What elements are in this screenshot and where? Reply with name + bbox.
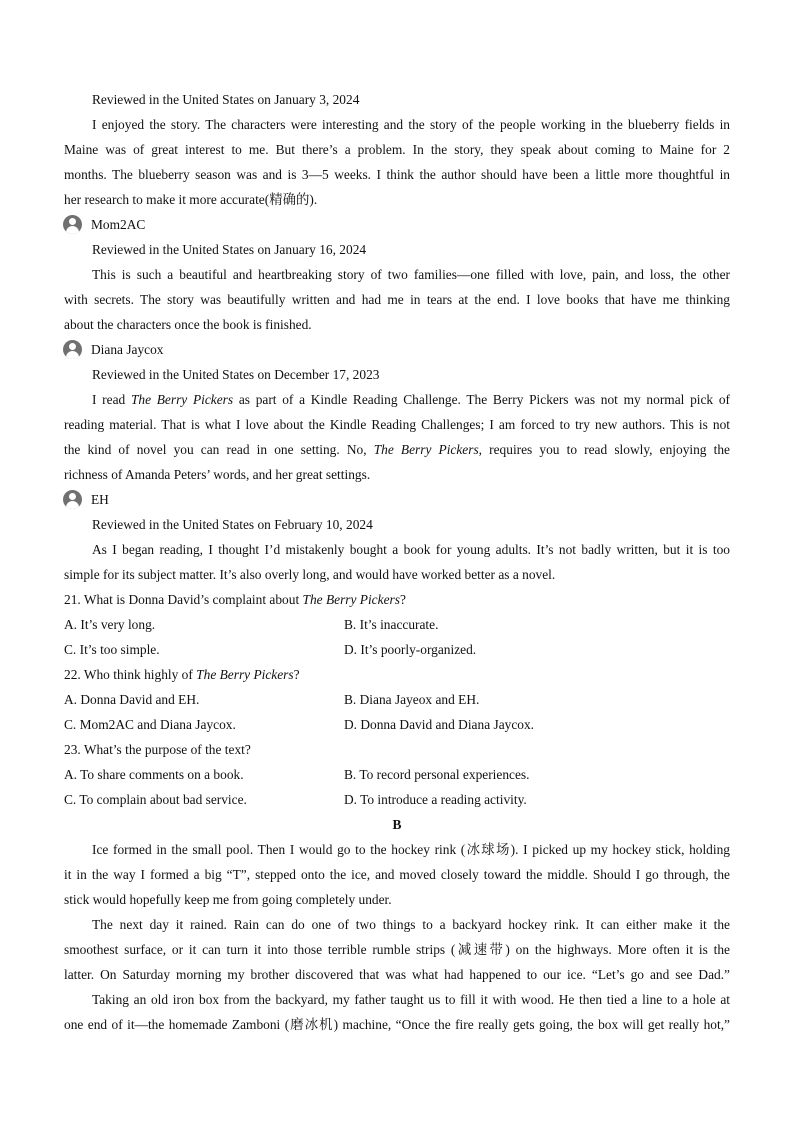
text-segment: the kind of novel you can read in one setting. No, bbox=[64, 442, 374, 457]
option-c: C. It’s too simple. bbox=[64, 642, 160, 657]
review-text-line bbox=[64, 387, 730, 412]
review-text-line: with secrets. The story was beautifully written and had me in tears at the end. I love books that have me thinking bbox=[64, 292, 730, 307]
option-d: D. To introduce a reading activity. bbox=[344, 792, 527, 807]
paragraph bbox=[64, 987, 730, 1037]
paragraph-line: Taking an old iron box from the backyard, my father taught us to fill it with wood. He then tied a line to a hole at bbox=[92, 992, 730, 1007]
text-segment: , requires you to read slowly, enjoying the bbox=[478, 442, 730, 457]
review-text-line: months. The blueberry season was and is 3—5 weeks. I think the author should have been a little more thoughtful in bbox=[64, 167, 730, 182]
question-stem bbox=[64, 587, 730, 612]
paragraph-line: one end of it—the homemade Zamboni (磨冰机) machine, “Once the fire really gets going, the box will get really hot,” bbox=[64, 1017, 730, 1032]
reviewer-name: Diana Jaycox bbox=[91, 342, 164, 357]
review-meta: Reviewed in the United States on February 10, 2024 bbox=[92, 517, 373, 532]
text-segment: I read bbox=[92, 392, 131, 407]
review-text-line: This is such a beautiful and heartbreaking story of two families—one filled with love, pain, and loss, the other bbox=[92, 267, 730, 282]
option-c: C. To complain about bad service. bbox=[64, 792, 247, 807]
paragraph bbox=[64, 837, 730, 912]
option-d: D. Donna David and Diana Jaycox. bbox=[344, 717, 535, 732]
option-c: C. Mom2AC and Diana Jaycox. bbox=[64, 717, 236, 732]
review-text-line: I enjoyed the story. The characters were interesting and the story of the people working in the blueberry fields in bbox=[92, 117, 730, 132]
option-a: A. To share comments on a book. bbox=[64, 767, 244, 782]
reviewer-name: EH bbox=[91, 492, 109, 507]
paragraph-line: Ice formed in the small pool. Then I would go to the hockey rink (冰球场). I picked up my hockey stick, holding bbox=[92, 842, 730, 857]
text-segment: ? bbox=[293, 667, 300, 682]
section-heading: B bbox=[392, 817, 402, 832]
paragraph-line: stick would hopefully keep me from going completely under. bbox=[64, 892, 392, 907]
option-a: A. Donna David and EH. bbox=[64, 692, 200, 707]
text-segment: 22. Who think highly of bbox=[64, 667, 197, 682]
option-a: A. It’s very long. bbox=[64, 617, 156, 632]
review-eh bbox=[64, 487, 730, 587]
option-b: B. It’s inaccurate. bbox=[344, 617, 439, 632]
option-row bbox=[64, 637, 730, 662]
option-d: D. It’s poorly-organized. bbox=[344, 642, 477, 657]
person-avatar-icon bbox=[63, 490, 82, 509]
option-row bbox=[64, 687, 730, 712]
option-b: B. To record personal experiences. bbox=[344, 767, 530, 782]
option-row bbox=[64, 762, 730, 787]
question-stem: 23. What’s the purpose of the text? bbox=[64, 742, 251, 757]
person-avatar-icon bbox=[63, 215, 82, 234]
section-b bbox=[64, 812, 730, 1037]
option-row bbox=[64, 612, 730, 637]
text-segment: as part of a Kindle Reading Challenge. The Berry Pickers was not my normal pick of bbox=[233, 392, 730, 407]
book-title: The Berry Pickers bbox=[373, 442, 479, 457]
book-title: The Berry Pickers bbox=[302, 592, 400, 607]
question-23 bbox=[64, 737, 730, 812]
review-meta: Reviewed in the United States on December 17, 2023 bbox=[92, 367, 380, 382]
review-diana-jaycox bbox=[64, 337, 730, 487]
option-b: B. Diana Jayeox and EH. bbox=[344, 692, 480, 707]
question-21 bbox=[64, 587, 730, 662]
paragraph-line: The next day it rained. Rain can do one of two things to a backyard hockey rink. It can either make it the bbox=[92, 917, 730, 932]
review-meta: Reviewed in the United States on January 16, 2024 bbox=[92, 242, 367, 257]
book-title: The Berry Pickers bbox=[130, 392, 234, 407]
question-22 bbox=[64, 662, 730, 737]
paragraph bbox=[64, 912, 730, 987]
review-text-line: simple for its subject matter. It’s also overly long, and would have worked better as a novel. bbox=[64, 567, 556, 582]
text-segment: ? bbox=[399, 592, 406, 607]
review-mom2ac bbox=[64, 212, 730, 337]
question-stem bbox=[64, 662, 730, 687]
option-row bbox=[64, 787, 730, 812]
review-text-line: Maine was of great interest to me. But there’s a problem. In the story, they speak about coming to Maine for 2 bbox=[64, 142, 730, 157]
reviewer-row bbox=[63, 337, 730, 362]
book-title: The Berry Pickers bbox=[196, 667, 294, 682]
reviewer-row bbox=[63, 212, 730, 237]
reading-passage bbox=[64, 87, 730, 1037]
review-text-line: reading material. That is what I love about the Kindle Reading Challenges; I am forced to try new authors. This is not bbox=[64, 417, 730, 432]
text-segment: 21. What is Donna David’s complaint about bbox=[64, 592, 303, 607]
review-meta: Reviewed in the United States on January 3, 2024 bbox=[92, 92, 360, 107]
paragraph-line: it in the way I formed a big “T”, stepped onto the ice, and moved closely toward the middle. Should I go through, the bbox=[64, 867, 730, 882]
review-text-line bbox=[64, 437, 730, 462]
review-donna-david bbox=[64, 87, 730, 212]
person-avatar-icon bbox=[63, 340, 82, 359]
reviewer-name: Mom2AC bbox=[91, 217, 146, 232]
review-text-line: richness of Amanda Peters’ words, and her great settings. bbox=[64, 467, 371, 482]
paragraph-line: latter. On Saturday morning my brother discovered that was what had happened to our ice. “Let’s go and see Dad.” bbox=[64, 967, 730, 982]
review-text-line: about the characters once the book is finished. bbox=[64, 317, 312, 332]
review-text-line: her research to make it more accurate(精确的). bbox=[64, 192, 318, 207]
reviewer-row bbox=[63, 487, 730, 512]
paragraph-line: smoothest surface, or it can turn it into those terrible rumble strips (减速带) on the highways. More often it is the bbox=[64, 942, 730, 957]
review-text-line: As I began reading, I thought I’d mistakenly bought a book for young adults. It’s not badly written, but it is too bbox=[92, 542, 730, 557]
option-row bbox=[64, 712, 730, 737]
